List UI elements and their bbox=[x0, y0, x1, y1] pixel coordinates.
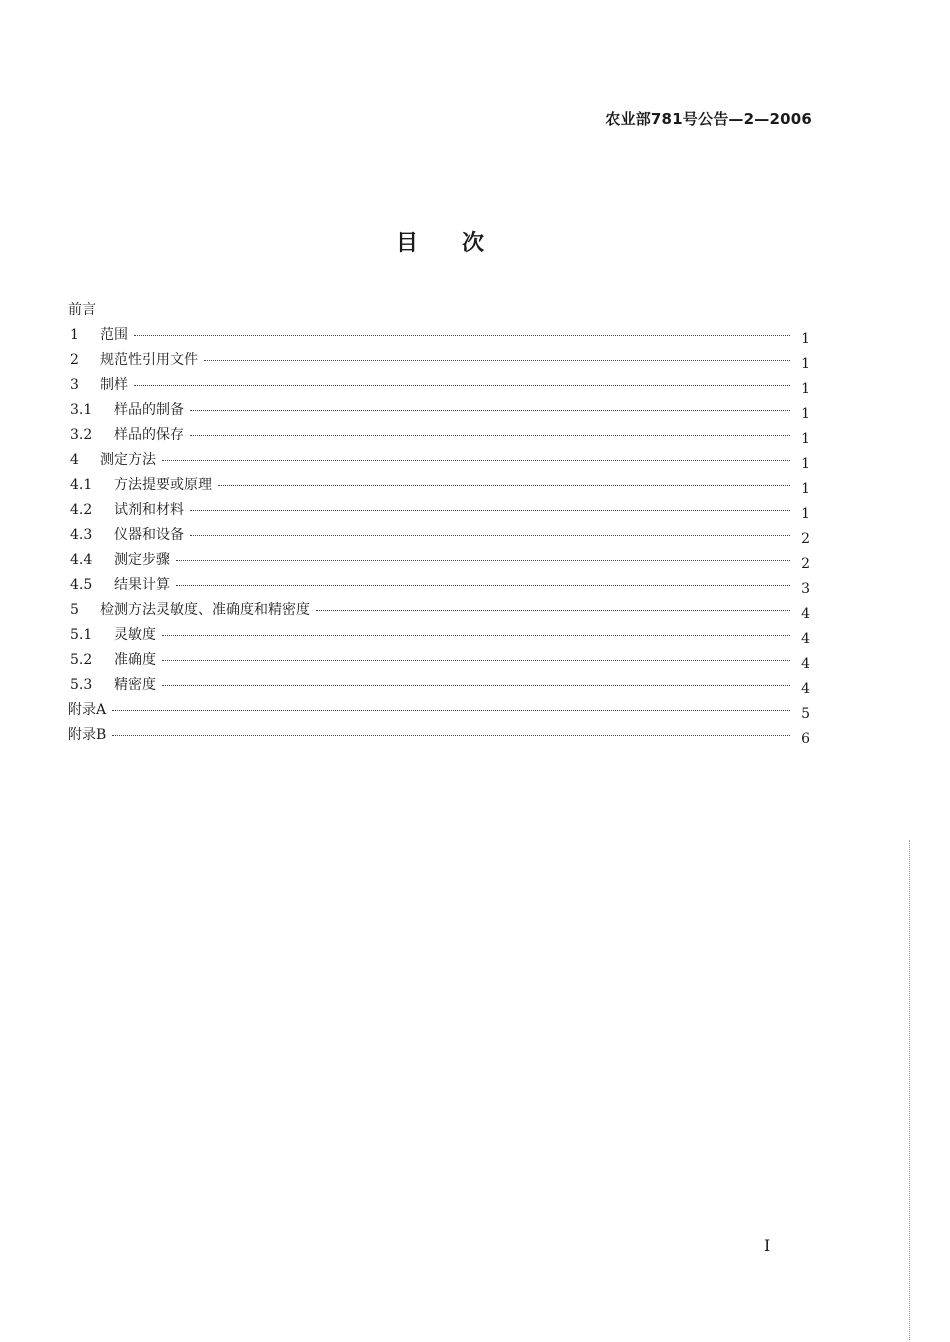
toc-entry-title: 测定方法 bbox=[100, 452, 156, 468]
toc-entry-page: 4 bbox=[801, 656, 810, 672]
toc-entry-title: 灵敏度 bbox=[114, 627, 156, 643]
toc-dot-leader bbox=[162, 635, 790, 636]
toc-entry-page: 6 bbox=[801, 731, 810, 747]
toc-entry[interactable] bbox=[68, 523, 810, 548]
document-code: 农业部781号公告—2—2006 bbox=[605, 110, 812, 128]
toc-entry[interactable] bbox=[68, 323, 810, 348]
toc-entry-title: 结果计算 bbox=[114, 577, 170, 593]
toc-entry-page: 1 bbox=[801, 431, 810, 447]
toc-entry-number: 5.2 bbox=[70, 652, 93, 668]
toc-entry-page: 1 bbox=[801, 331, 810, 347]
toc-entry[interactable] bbox=[68, 598, 810, 623]
toc-entry[interactable] bbox=[68, 648, 810, 673]
toc-entry-page: 2 bbox=[801, 556, 810, 572]
toc-entry-title: 样品的保存 bbox=[114, 427, 184, 443]
toc-entry[interactable] bbox=[68, 623, 810, 648]
toc-dot-leader bbox=[162, 660, 790, 661]
toc-entry-number: 5.3 bbox=[70, 677, 93, 693]
toc-entry-title: 检测方法灵敏度、准确度和精密度 bbox=[100, 602, 310, 618]
toc-entry-number: 4.3 bbox=[70, 527, 93, 543]
toc-entry-title: 准确度 bbox=[114, 652, 156, 668]
toc-entry-title: 样品的制备 bbox=[114, 402, 184, 418]
toc-entry-page: 5 bbox=[801, 706, 810, 722]
toc-entry-number: 5.1 bbox=[70, 627, 93, 643]
toc-dot-leader bbox=[176, 560, 790, 561]
toc-entry-page: 4 bbox=[801, 606, 810, 622]
toc-dot-leader bbox=[190, 410, 790, 411]
toc-entry[interactable] bbox=[68, 573, 810, 598]
toc-dot-leader bbox=[190, 510, 790, 511]
toc-entry[interactable] bbox=[68, 423, 810, 448]
toc-entry[interactable] bbox=[68, 698, 810, 723]
toc-entry-page: 3 bbox=[801, 581, 810, 597]
toc-dot-leader bbox=[162, 460, 790, 461]
toc-entry-title: 制样 bbox=[100, 377, 128, 393]
toc-entry-title: 测定步骤 bbox=[114, 552, 170, 568]
toc-entry[interactable] bbox=[68, 398, 810, 423]
page-number: I bbox=[764, 1236, 771, 1255]
toc-entry-page: 1 bbox=[801, 406, 810, 422]
toc-dot-leader bbox=[162, 685, 790, 686]
toc-entry-title: 精密度 bbox=[114, 677, 156, 693]
toc-entry-number: 4.1 bbox=[70, 477, 93, 493]
toc-dot-leader bbox=[112, 710, 790, 711]
toc-entry[interactable] bbox=[68, 298, 810, 323]
toc-entry-number: 4.5 bbox=[70, 577, 93, 593]
toc-entry-page: 1 bbox=[801, 456, 810, 472]
toc-entry-number: 3 bbox=[70, 377, 79, 393]
toc-dot-leader bbox=[112, 735, 790, 736]
toc-entry[interactable] bbox=[68, 548, 810, 573]
toc-dot-leader bbox=[190, 535, 790, 536]
toc-entry[interactable] bbox=[68, 448, 810, 473]
toc-entry[interactable] bbox=[68, 673, 810, 698]
toc-entry-page: 1 bbox=[801, 381, 810, 397]
toc-entry-number: 4.4 bbox=[70, 552, 93, 568]
toc-dot-leader bbox=[218, 485, 790, 486]
toc-entry-title: 试剂和材料 bbox=[114, 502, 184, 518]
toc-entry-page: 1 bbox=[801, 481, 810, 497]
toc-entry-page: 4 bbox=[801, 631, 810, 647]
toc-dot-leader bbox=[134, 385, 790, 386]
toc-entry-page: 1 bbox=[801, 506, 810, 522]
toc-entry-title: 附录B bbox=[68, 727, 107, 743]
toc-entry-number: 2 bbox=[70, 352, 79, 368]
toc-entry-number: 1 bbox=[70, 327, 79, 343]
toc-entry[interactable] bbox=[68, 473, 810, 498]
toc-entry-number: 5 bbox=[70, 602, 79, 618]
toc-entry-number: 4 bbox=[70, 452, 79, 468]
toc-entry-number: 3.1 bbox=[70, 402, 93, 418]
toc-entry-page: 4 bbox=[801, 681, 810, 697]
toc-entry-title: 方法提要或原理 bbox=[114, 477, 212, 493]
toc-entry[interactable] bbox=[68, 348, 810, 373]
toc-dot-leader bbox=[190, 435, 790, 436]
toc-entry[interactable] bbox=[68, 723, 810, 748]
toc-entry-number: 4.2 bbox=[70, 502, 93, 518]
toc-entry[interactable] bbox=[68, 373, 810, 398]
toc-entry-page: 2 bbox=[801, 531, 810, 547]
toc-entry-number: 3.2 bbox=[70, 427, 93, 443]
toc-entry-page: 1 bbox=[801, 356, 810, 372]
toc-entry-title: 范围 bbox=[100, 327, 128, 343]
toc-dot-leader bbox=[316, 610, 790, 611]
toc-entry-title: 仪器和设备 bbox=[114, 527, 184, 543]
toc-dot-leader bbox=[176, 585, 790, 586]
toc-entry-title: 附录A bbox=[68, 702, 107, 718]
toc-entry[interactable] bbox=[68, 498, 810, 523]
toc-dot-leader bbox=[204, 360, 790, 361]
toc-entry-title: 规范性引用文件 bbox=[100, 352, 198, 368]
scan-edge-line bbox=[909, 840, 910, 1340]
toc-dot-leader bbox=[134, 335, 790, 336]
page-title: 目次 bbox=[395, 231, 528, 256]
toc-entry-title: 前言 bbox=[68, 302, 96, 318]
table-of-contents bbox=[68, 298, 810, 748]
